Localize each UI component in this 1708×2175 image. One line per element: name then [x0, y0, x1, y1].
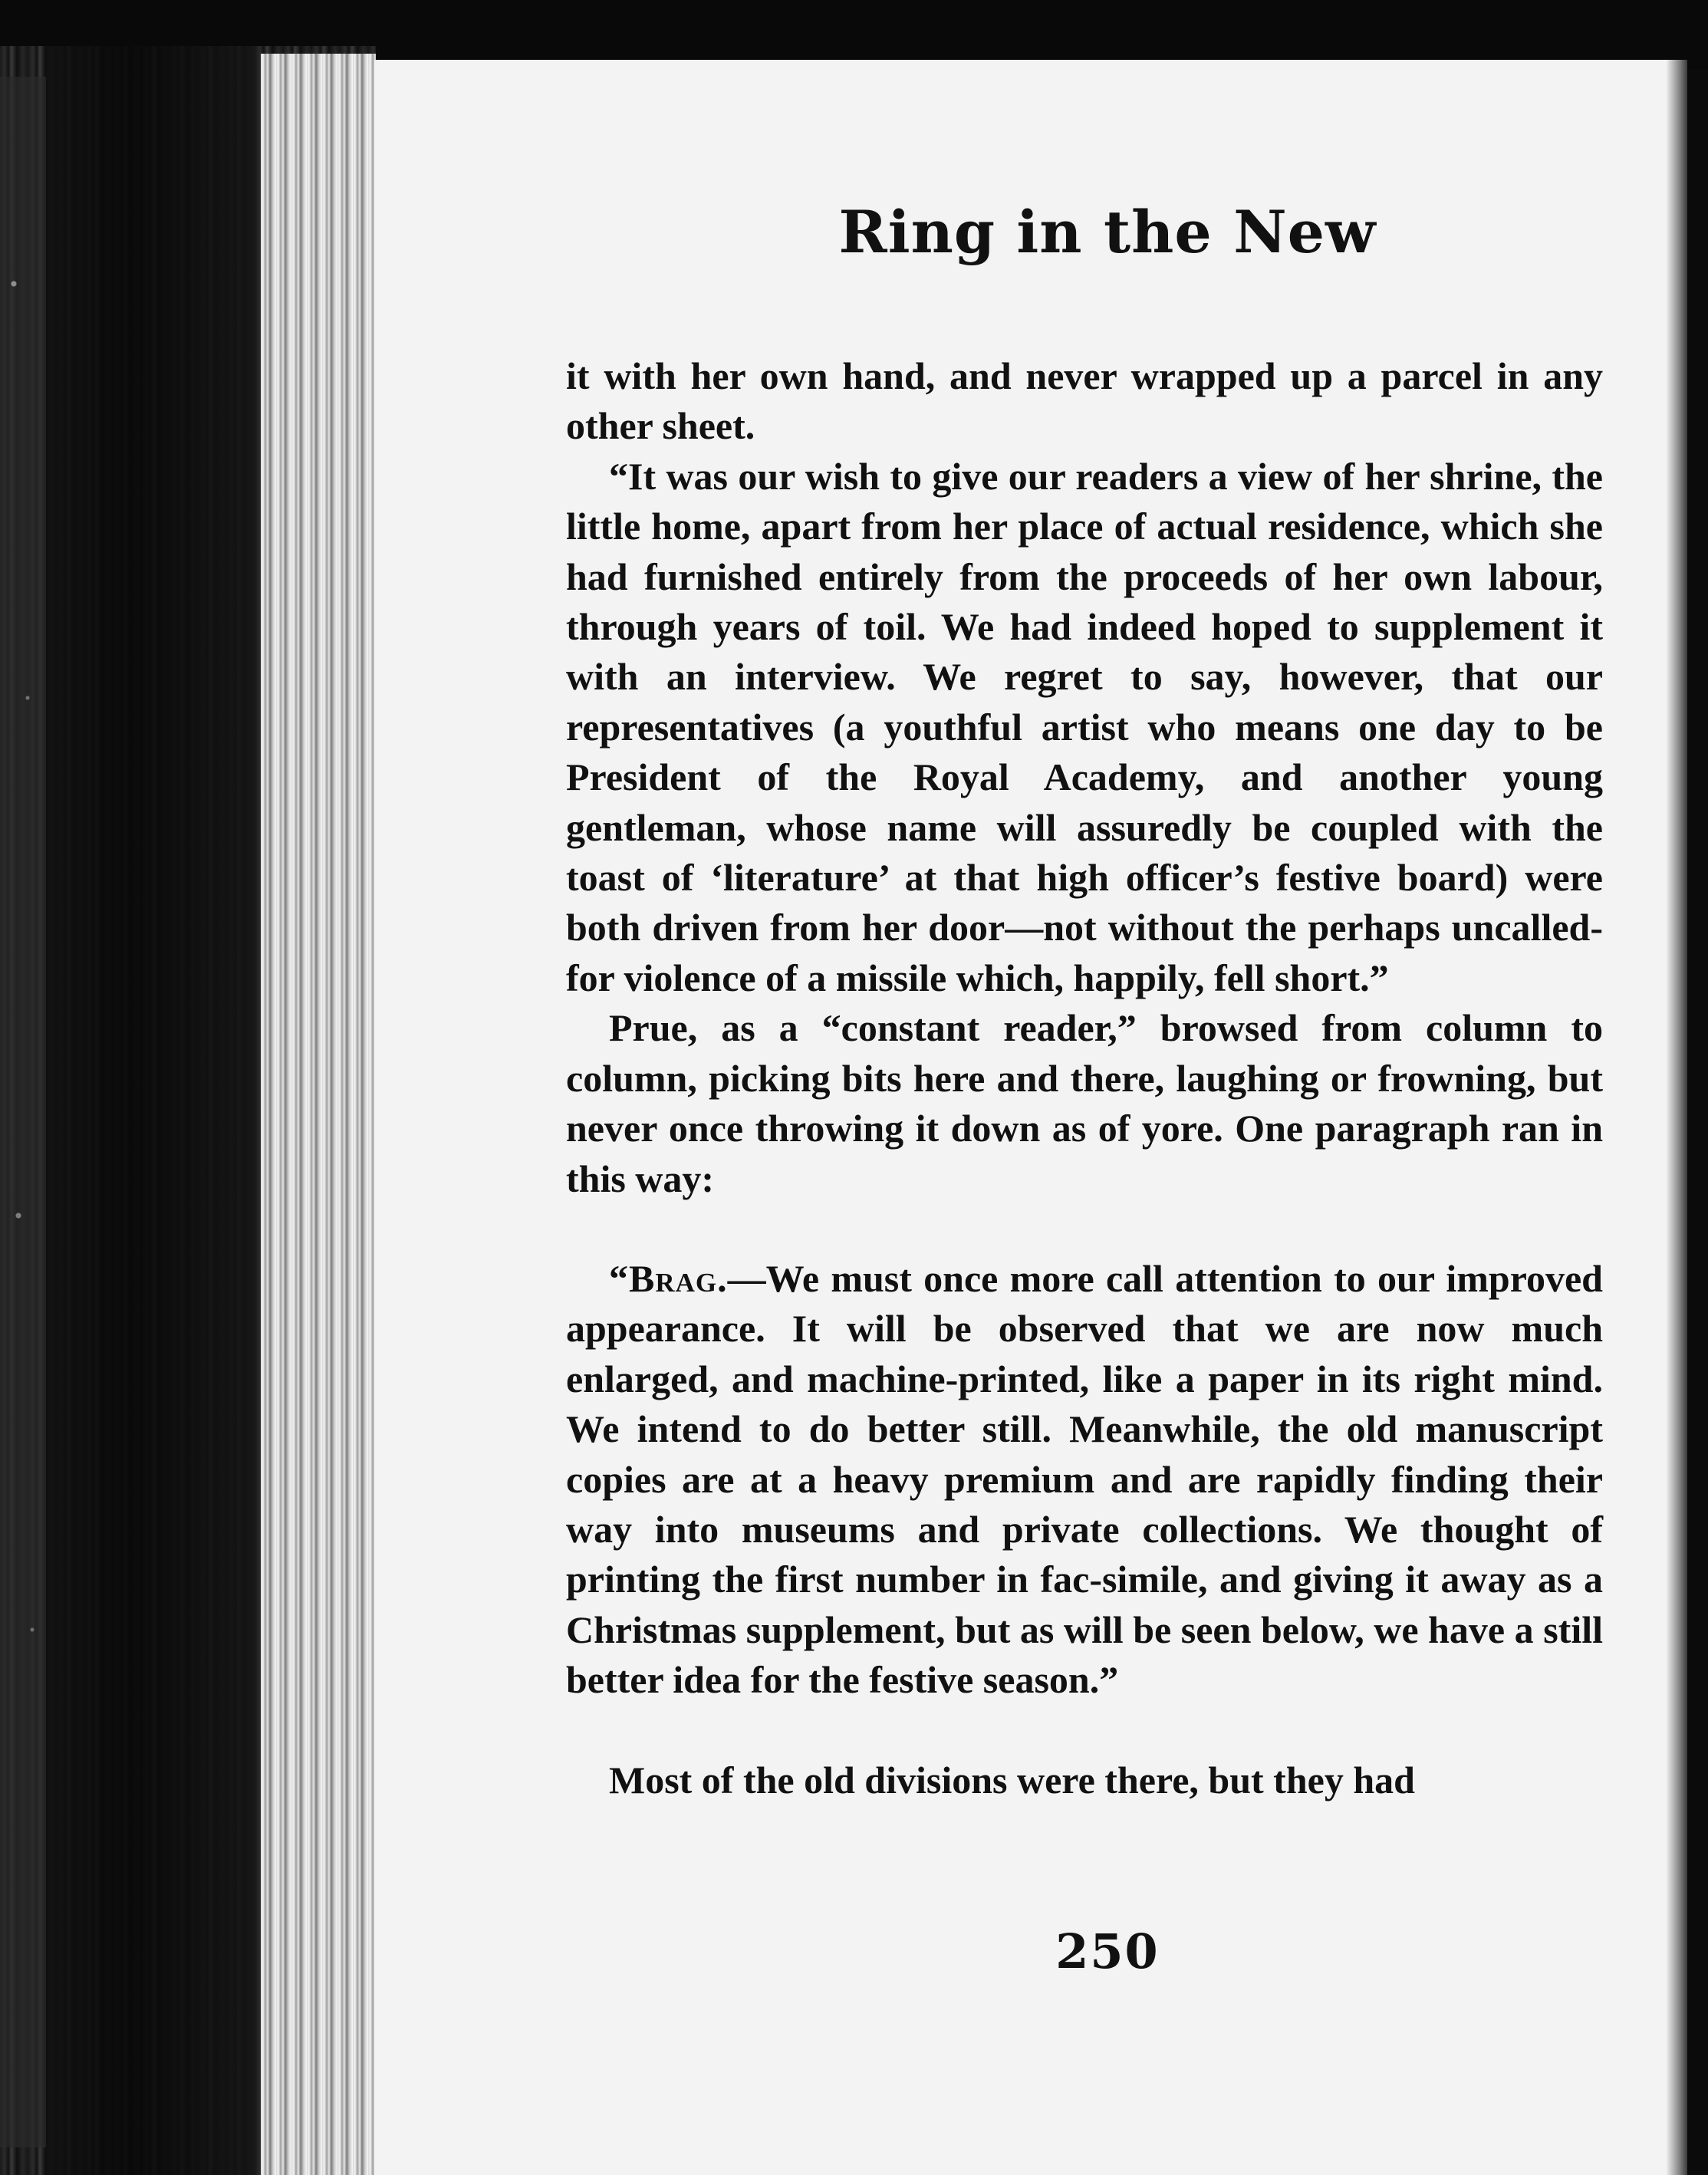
page-number: 250 — [1055, 1923, 1160, 1979]
running-head: Ring in the New — [838, 198, 1377, 266]
binding-shadow — [46, 46, 253, 2175]
paragraph: Prue, as a “constant reader,” browsed from column to column, picking bits here and there, laughing or frowning, but never once throwing it down as of yore. One paragraph ran in this way: — [566, 1006, 1603, 1200]
page-right-shadow — [1666, 60, 1687, 2175]
quote-lead: “Brag. — [609, 1256, 728, 1300]
paragraph: it with her own hand, and never wrapped up a parcel in any other sheet. — [566, 354, 1603, 448]
book-page — [374, 60, 1687, 2175]
page-stack-edge — [261, 54, 376, 2175]
quote-text: —We must once more call attention to our improved appearance. It will be observed that we are now much enlarged, and machine-printed, like a paper in its right mind. We intend to do better still. Meanwhile, the old manuscript copies are at a heavy premium and are rapidly finding their way into museums and private collections. We thought of printing the first number in fac-simile, and giving it away as a Christmas supplement, but as will be seen below, we have a still better idea for the festive season.” — [566, 1256, 1603, 1702]
paragraph: Most of the old divisions were there, but they had — [609, 1758, 1415, 1802]
paragraph: “It was our wish to give our readers a view of her shrine, the little home, apart from her place of actual residence, which she had furnished entirely from the proceeds of her own labour, through years of toil. We had indeed hoped to supplement it with an interview. We regret to say, however, that our representatives (a youthful artist who means one day to be President of the Royal Academy, and another young gentleman, whose name will assuredly be coupled with the toast of ‘literature’ at that high officer’s festive board) were both driven from her door—not without the perhaps uncalled-for violence of a missile which, happily, fell short.” — [566, 454, 1603, 999]
binding-speckle — [0, 77, 46, 2147]
body-text — [566, 351, 1603, 1805]
quoted-paragraph — [566, 1254, 1603, 1706]
